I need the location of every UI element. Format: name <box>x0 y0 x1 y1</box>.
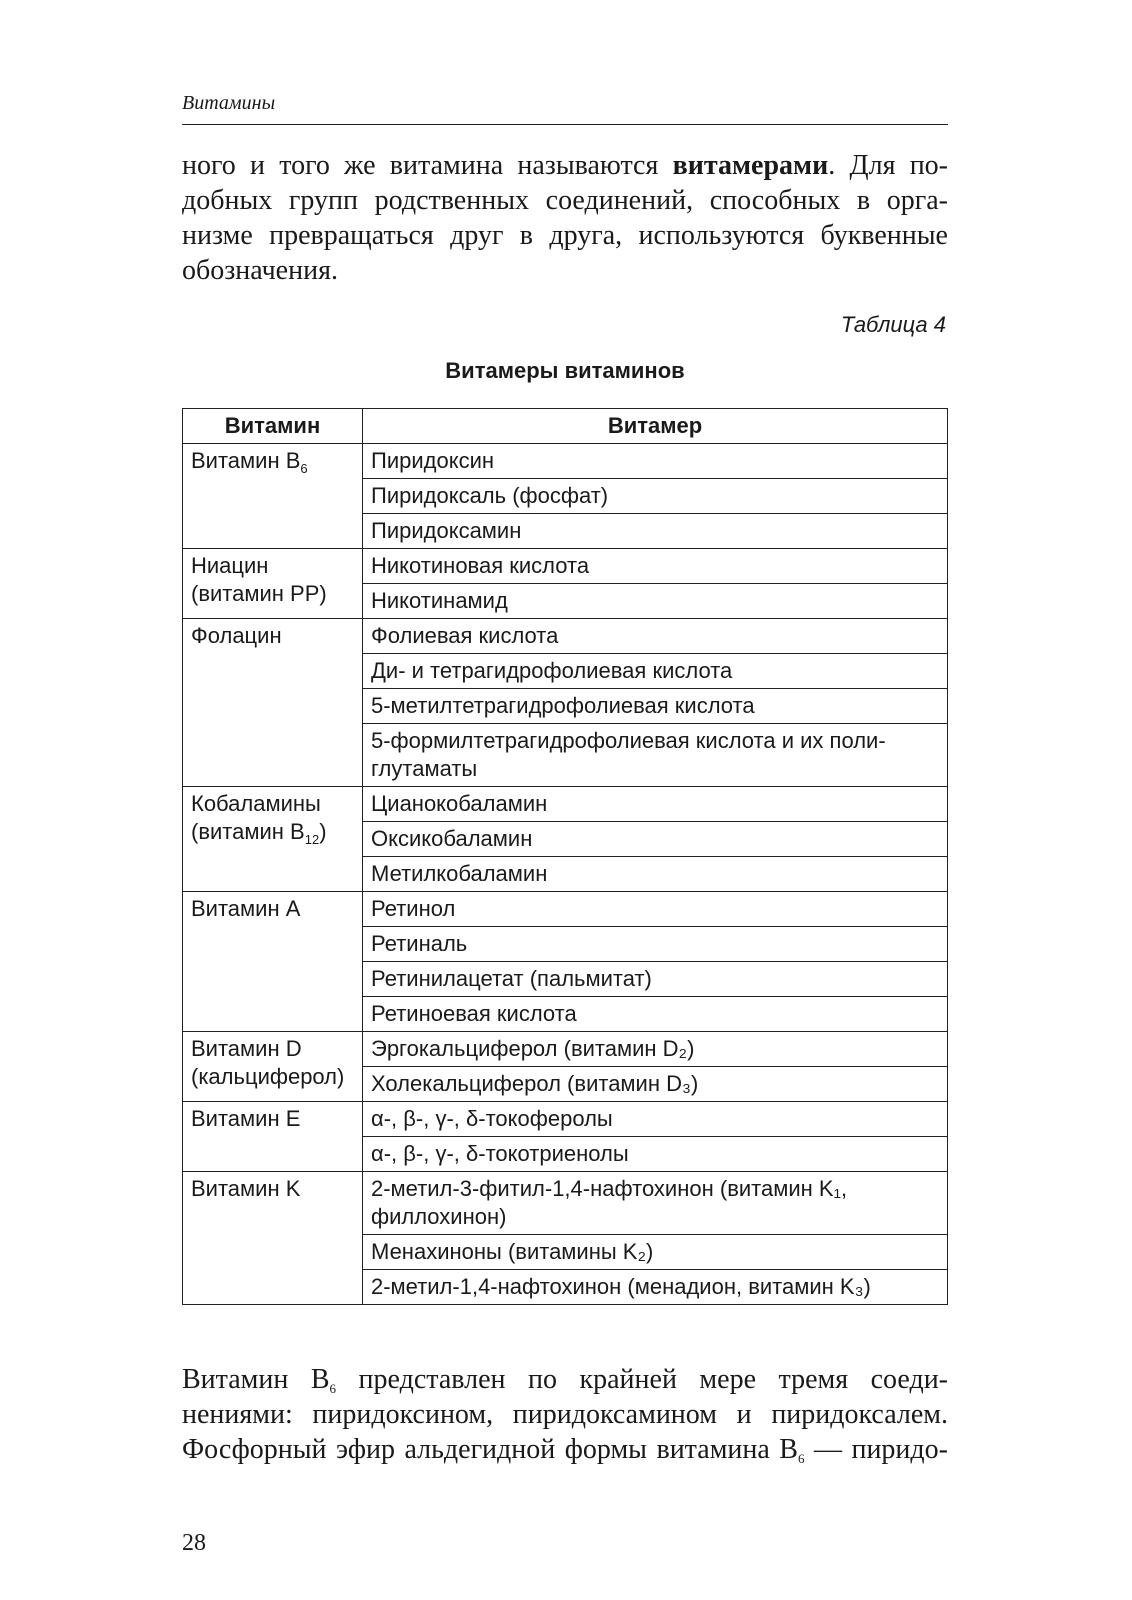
vitamer-cell: Цианокобаламин <box>363 787 948 822</box>
para2-line2: нениями: пиридоксином, пиридоксамином и пиридоксалем. <box>182 1399 948 1430</box>
table-header-row <box>183 409 948 444</box>
para1-line2: добных групп родственных соединений, способных в орга- <box>182 185 948 216</box>
running-header <box>182 88 948 125</box>
header-vitamin: Витамин <box>183 409 363 444</box>
table-row <box>183 1172 948 1235</box>
table-title: Витамеры витаминов <box>445 358 685 383</box>
term-vitamers: витамерами <box>672 150 829 181</box>
vitamer-cell: Ретиноевая кислота <box>363 997 948 1032</box>
vitamin-cell: Витамин A <box>183 892 363 1032</box>
vitamin-cell: Витамин $B_6$ <box>183 444 363 549</box>
vitamin-cell: Витамин E <box>183 1102 363 1172</box>
vitamer-cell: 5-формилтетрагидрофолиевая кислота и их поли-глутаматы <box>363 724 948 787</box>
vitamers-table <box>182 408 948 1305</box>
vitamer-cell: Менахиноны (витамины K₂) <box>363 1235 948 1270</box>
vitamer-cell: Никотиновая кислота <box>363 549 948 584</box>
vitamin-cell: Витамин K <box>183 1172 363 1305</box>
running-title: Витамины <box>182 92 276 114</box>
vitamer-cell: α-, β-, γ-, δ-токотриенолы <box>363 1137 948 1172</box>
vitamer-cell: 5-метилтетрагидрофолиевая кислота <box>363 689 948 724</box>
vitamin-cell: Витамин D (кальциферол) <box>183 1032 363 1102</box>
paragraph-intro <box>182 148 948 288</box>
para2-line3: Фосфорный эфир альдегидной формы витамина $B_6$ — пиридо- <box>182 1434 948 1466</box>
table-row <box>183 787 948 822</box>
vitamer-cell: 2-метил-3-фитил-1,4-нафтохинон (витамин K₁, филлохинон) <box>363 1172 948 1235</box>
vitamin-cell: Фолацин <box>183 619 363 787</box>
paragraph-b6 <box>182 1362 948 1467</box>
para1-line3: низме превращаться друг в друга, используются буквенные <box>182 220 948 251</box>
para1-line1: ного и того же витамина называются витамерами. Для по- <box>182 150 948 181</box>
table-row <box>183 1032 948 1067</box>
table-row <box>183 1102 948 1137</box>
vitamer-cell: Пиридоксаль (фосфат) <box>363 479 948 514</box>
table-body <box>183 444 948 1305</box>
vitamer-cell: Фолиевая кислота <box>363 619 948 654</box>
table-label: Таблица 4 <box>840 312 946 337</box>
table-row <box>183 444 948 479</box>
page-number: 28 <box>182 1530 206 1556</box>
vitamer-cell: α-, β-, γ-, δ-токоферолы <box>363 1102 948 1137</box>
table-row <box>183 619 948 654</box>
vitamer-cell: Ретинол <box>363 892 948 927</box>
para1-line4: обозначения. <box>182 255 338 286</box>
vitamer-cell: Холекальциферол (витамин D₃) <box>363 1067 948 1102</box>
header-vitamer: Витамер <box>363 409 948 444</box>
para2-line1: Витамин $B_6$ представлен по крайней мере тремя соеди- <box>182 1364 948 1396</box>
vitamer-cell: Оксикобаламин <box>363 822 948 857</box>
vitamin-cell: Кобаламины (витамин $B_{12}$) <box>183 787 363 892</box>
table-row <box>183 549 948 584</box>
vitamer-cell: Пиридоксамин <box>363 514 948 549</box>
vitamer-cell: Метилкобаламин <box>363 857 948 892</box>
vitamer-cell: Ди- и тетрагидрофолиевая кислота <box>363 654 948 689</box>
vitamer-cell: Пиридоксин <box>363 444 948 479</box>
vitamer-cell: Ретиналь <box>363 927 948 962</box>
vitamin-cell: Ниацин (витамин PP) <box>183 549 363 619</box>
table-row <box>183 892 948 927</box>
vitamer-cell: 2-метил-1,4-нафтохинон (менадион, витамин K₃) <box>363 1270 948 1305</box>
vitamer-cell: Никотинамид <box>363 584 948 619</box>
vitamer-cell: Эргокальциферол (витамин D₂) <box>363 1032 948 1067</box>
vitamer-cell: Ретинилацетат (пальмитат) <box>363 962 948 997</box>
